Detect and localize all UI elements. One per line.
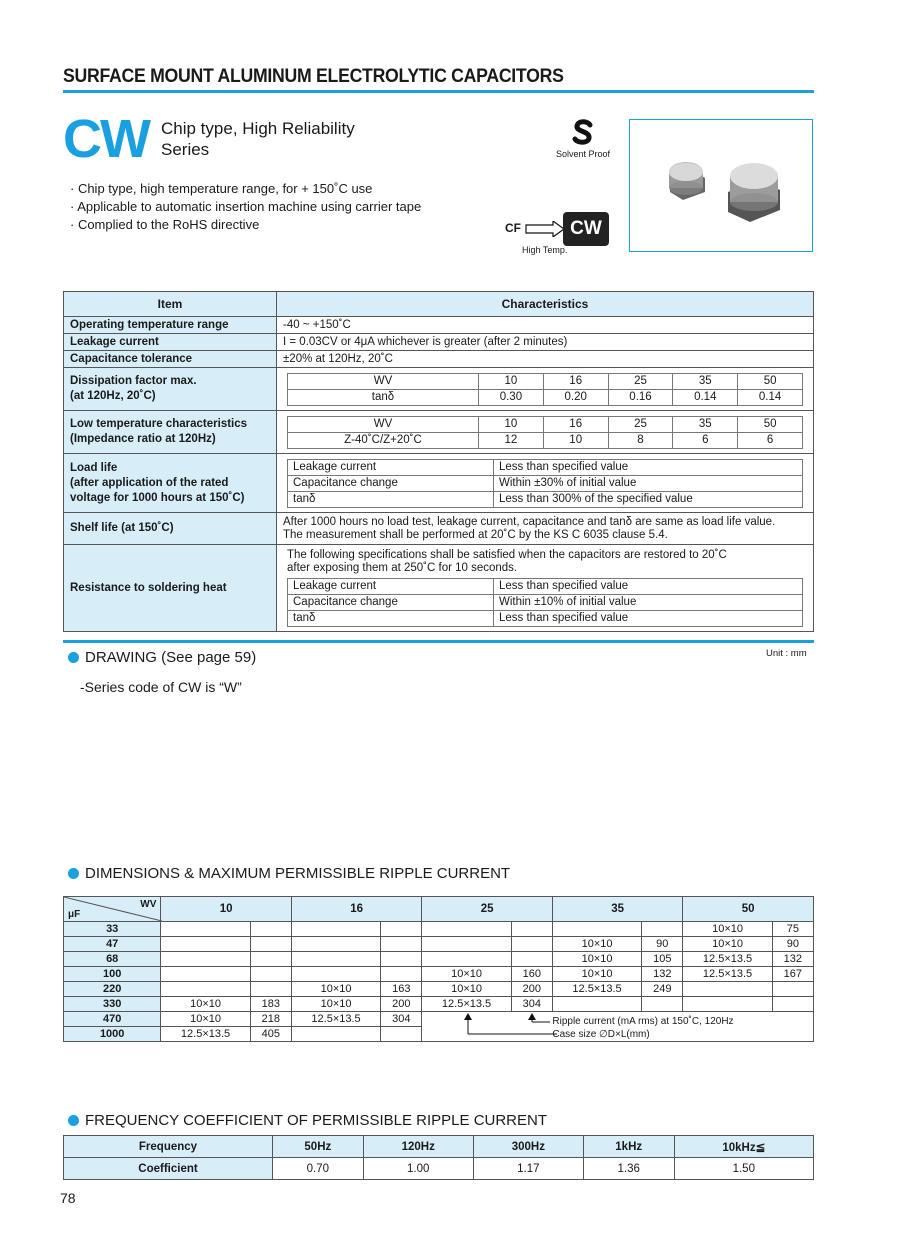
ripple-cell: 75 — [772, 922, 813, 937]
dimensions-table — [63, 896, 814, 1042]
bullet-icon — [68, 652, 79, 663]
row-label-line: (Impedance ratio at 120Hz) — [70, 433, 216, 445]
wv-cell: 10 — [479, 416, 544, 432]
spec-value: Less than specified value — [494, 579, 803, 595]
z-cell: 12 — [479, 432, 544, 448]
row-label-line: (at 120Hz, 20˚C) — [70, 390, 156, 402]
table-row — [64, 937, 814, 952]
size-cell: 10×10 — [161, 1012, 250, 1027]
ripple-cell: 200 — [511, 982, 552, 997]
wv-corner-label: WV — [140, 899, 157, 910]
solder-text: after exposing them at 250˚C for 10 seconds. — [287, 562, 518, 574]
ripple-cell — [642, 922, 683, 937]
col-header-item: Item — [64, 292, 277, 317]
ripple-cell: 160 — [511, 967, 552, 982]
table-row — [64, 982, 814, 997]
row-value: I = 0.03CV or 4μA whichever is greater (after 2 minutes) — [277, 334, 814, 351]
ripple-cell: 249 — [642, 982, 683, 997]
size-cell: 12.5×13.5 — [422, 997, 511, 1012]
size-cell — [291, 967, 380, 982]
wv-cell: 10 — [479, 373, 544, 389]
z-cell: 8 — [608, 432, 673, 448]
ripple-cell: 183 — [250, 997, 291, 1012]
row-label: Shelf life (at 150˚C) — [64, 513, 277, 545]
size-cell — [291, 952, 380, 967]
wv-cell: 50 — [738, 373, 803, 389]
table-row — [64, 1012, 814, 1027]
unit-label: Unit : mm — [766, 648, 807, 659]
ripple-cell — [511, 922, 552, 937]
row-label-line: voltage for 1000 hours at 150˚C) — [70, 491, 245, 504]
ripple-cell — [381, 952, 422, 967]
drawing-title: DRAWING — [85, 649, 157, 666]
z-cell: 6 — [673, 432, 738, 448]
ripple-cell — [772, 982, 813, 997]
size-cell: 10×10 — [683, 937, 772, 952]
uf-cell: 1000 — [64, 1027, 161, 1042]
size-cell — [291, 937, 380, 952]
header-divider — [63, 90, 814, 93]
section-divider — [63, 640, 814, 643]
freq-cell: 50Hz — [273, 1136, 364, 1158]
frequency-table — [63, 1135, 814, 1180]
size-cell: 12.5×13.5 — [552, 982, 641, 997]
product-photo — [629, 119, 813, 252]
ripple-cell — [381, 967, 422, 982]
size-cell — [683, 997, 772, 1012]
wv-cell: 25 — [608, 373, 673, 389]
spec-key: tanδ — [288, 491, 494, 507]
solvent-proof-label: Solvent Proof — [555, 149, 611, 159]
spec-key: Capacitance change — [288, 475, 494, 491]
spec-value: Less than specified value — [494, 459, 803, 475]
row-label-line: Low temperature characteristics — [70, 418, 248, 430]
size-cell: 10×10 — [291, 982, 380, 997]
spec-value: Less than 300% of the specified value — [494, 491, 803, 507]
row-label: Operating temperature range — [64, 317, 277, 334]
to-series-badge: CW — [563, 212, 609, 246]
ripple-cell — [250, 922, 291, 937]
size-cell — [291, 1027, 380, 1042]
size-cell — [683, 982, 772, 997]
feature-item: · Chip type, high temperature range, for + 150˚C use — [70, 181, 373, 196]
ripple-cell: 200 — [381, 997, 422, 1012]
tan-cell: 0.14 — [673, 389, 738, 405]
legend-cell — [422, 1012, 814, 1042]
size-cell: 12.5×13.5 — [683, 952, 772, 967]
coef-cell: 1.50 — [674, 1158, 813, 1180]
coef-cell: 0.70 — [273, 1158, 364, 1180]
size-cell: 10×10 — [552, 967, 641, 982]
corner-header — [64, 897, 161, 922]
ripple-cell: 90 — [642, 937, 683, 952]
ripple-cell — [772, 997, 813, 1012]
spec-value: Within ±30% of initial value — [494, 475, 803, 491]
ripple-cell: 218 — [250, 1012, 291, 1027]
freq-cell: 300Hz — [473, 1136, 583, 1158]
size-cell — [161, 982, 250, 997]
tan-cell: 0.30 — [479, 389, 544, 405]
wv-cell: 35 — [673, 373, 738, 389]
uf-cell: 220 — [64, 982, 161, 997]
ripple-cell: 90 — [772, 937, 813, 952]
row-label — [64, 454, 277, 513]
size-cell: 10×10 — [291, 997, 380, 1012]
table-row — [64, 922, 814, 937]
wv-header: 50 — [683, 897, 814, 922]
dimensions-heading — [68, 865, 510, 882]
coef-cell: 1.36 — [583, 1158, 674, 1180]
ripple-cell — [250, 982, 291, 997]
high-temp-label: High Temp. — [522, 245, 568, 255]
solder-subtable — [287, 578, 803, 627]
wv-header: 10 — [161, 897, 292, 922]
uf-cell: 68 — [64, 952, 161, 967]
z-label: Z-40˚C/Z+20˚C — [288, 432, 479, 448]
frequency-heading — [68, 1112, 547, 1129]
size-cell — [422, 922, 511, 937]
ripple-cell — [381, 1027, 422, 1042]
ripple-cell: 304 — [511, 997, 552, 1012]
solvent-proof-badge — [548, 117, 618, 159]
size-cell: 10×10 — [422, 967, 511, 982]
wv-cell: 35 — [673, 416, 738, 432]
spec-key: Leakage current — [288, 579, 494, 595]
wv-cell: 16 — [543, 373, 608, 389]
shelf-text: After 1000 hours no load test, leakage current, capacitance and tanδ are same as load life value. — [283, 515, 776, 528]
series-name-line1: Chip type, High Reliability — [161, 119, 355, 138]
feature-item: · Complied to the RoHS directive — [70, 217, 260, 232]
series-code-note: -Series code of CW is “W” — [80, 679, 242, 695]
ripple-cell: 132 — [772, 952, 813, 967]
bullet-icon — [68, 868, 79, 879]
ripple-cell: 304 — [381, 1012, 422, 1027]
row-label: Leakage current — [64, 334, 277, 351]
size-cell: 12.5×13.5 — [683, 967, 772, 982]
ripple-cell: 405 — [250, 1027, 291, 1042]
coef-row-label: Coefficient — [64, 1158, 273, 1180]
size-cell — [291, 922, 380, 937]
row-label-line: Dissipation factor max. — [70, 375, 197, 387]
uf-cell: 100 — [64, 967, 161, 982]
table-row — [64, 967, 814, 982]
legend-arrows — [432, 1012, 562, 1042]
size-cell — [552, 922, 641, 937]
solder-text: The following specifications shall be satisfied when the capacitors are restored to 20˚C — [287, 549, 727, 561]
uf-cell: 47 — [64, 937, 161, 952]
freq-cell: 10kHz≦ — [674, 1136, 813, 1158]
series-name — [161, 118, 355, 160]
ripple-cell — [381, 937, 422, 952]
size-cell: 10×10 — [552, 952, 641, 967]
wv-label: WV — [288, 373, 479, 389]
spec-value: Within ±10% of initial value — [494, 595, 803, 611]
upgrade-badge — [505, 212, 615, 260]
wv-cell: 50 — [738, 416, 803, 432]
wv-header: 25 — [422, 897, 553, 922]
tan-label: tanδ — [288, 389, 479, 405]
legend-case: Case size ∅D×L(mm) — [552, 1029, 650, 1040]
coef-cell: 1.17 — [473, 1158, 583, 1180]
row-label — [64, 411, 277, 454]
spec-key: Leakage current — [288, 459, 494, 475]
freq-row-label: Frequency — [64, 1136, 273, 1158]
ripple-cell — [250, 952, 291, 967]
feature-item: · Applicable to automatic insertion machine using carrier tape — [70, 199, 422, 214]
tan-cell: 0.14 — [738, 389, 803, 405]
spec-key: tanδ — [288, 611, 494, 627]
uf-cell: 330 — [64, 997, 161, 1012]
tan-cell: 0.20 — [543, 389, 608, 405]
series-name-line2: Series — [161, 140, 210, 159]
size-cell — [161, 952, 250, 967]
drawing-ref: (See page 59) — [161, 649, 257, 666]
size-cell — [552, 997, 641, 1012]
size-cell: 12.5×13.5 — [161, 1027, 250, 1042]
wv-header: 16 — [291, 897, 422, 922]
uf-cell: 33 — [64, 922, 161, 937]
dissipation-subtable — [287, 373, 803, 406]
size-cell — [161, 967, 250, 982]
col-header-characteristics: Characteristics — [277, 292, 814, 317]
row-label-line: (after application of the rated — [70, 476, 229, 489]
legend-ripple: Ripple current (mA rms) at 150˚C, 120Hz — [552, 1016, 734, 1027]
ripple-cell — [250, 937, 291, 952]
size-cell — [422, 937, 511, 952]
page-number: 78 — [60, 1190, 76, 1206]
series-code: CW — [63, 109, 149, 169]
wv-header: 35 — [552, 897, 683, 922]
z-cell: 6 — [738, 432, 803, 448]
spec-key: Capacitance change — [288, 595, 494, 611]
frequency-title: FREQUENCY COEFFICIENT OF PERMISSIBLE RIPPLE CURRENT — [85, 1112, 548, 1129]
size-cell: 10×10 — [422, 982, 511, 997]
ripple-cell: 167 — [772, 967, 813, 982]
row-value: -40 ~ +150˚C — [277, 317, 814, 334]
ripple-cell — [642, 997, 683, 1012]
ripple-cell — [511, 937, 552, 952]
size-cell: 10×10 — [161, 997, 250, 1012]
capacitor-image — [630, 120, 811, 250]
solvent-proof-icon — [568, 117, 598, 147]
lowtemp-subtable — [287, 416, 803, 449]
row-label — [64, 368, 277, 411]
dimensions-title: DIMENSIONS & MAXIMUM PERMISSIBLE RIPPLE CURRENT — [85, 865, 511, 882]
coef-cell: 1.00 — [363, 1158, 473, 1180]
tan-cell: 0.16 — [608, 389, 673, 405]
wv-label: WV — [288, 416, 479, 432]
bullet-icon — [68, 1115, 79, 1126]
spec-value: Less than specified value — [494, 611, 803, 627]
size-cell — [161, 922, 250, 937]
uf-corner-label: μF — [68, 909, 81, 920]
ripple-cell: 163 — [381, 982, 422, 997]
arrow-right-icon — [525, 221, 565, 237]
freq-cell: 120Hz — [363, 1136, 473, 1158]
ripple-cell: 132 — [642, 967, 683, 982]
page-title: SURFACE MOUNT ALUMINUM ELECTROLYTIC CAPACITORS — [63, 66, 564, 87]
size-cell: 12.5×13.5 — [291, 1012, 380, 1027]
row-label: Resistance to soldering heat — [64, 545, 277, 632]
characteristics-table — [63, 291, 814, 632]
row-label: Capacitance tolerance — [64, 351, 277, 368]
uf-cell: 470 — [64, 1012, 161, 1027]
loadlife-subtable — [287, 459, 803, 508]
z-cell: 10 — [543, 432, 608, 448]
table-row — [64, 997, 814, 1012]
feature-list — [70, 180, 421, 234]
ripple-cell — [381, 922, 422, 937]
size-cell — [161, 937, 250, 952]
drawing-heading — [68, 649, 256, 666]
size-cell: 10×10 — [683, 922, 772, 937]
ripple-cell: 105 — [642, 952, 683, 967]
row-value — [277, 513, 814, 545]
wv-cell: 25 — [608, 416, 673, 432]
size-cell — [422, 952, 511, 967]
wv-cell: 16 — [543, 416, 608, 432]
ripple-cell — [250, 967, 291, 982]
freq-cell: 1kHz — [583, 1136, 674, 1158]
from-series: CF — [505, 221, 521, 235]
table-row — [64, 952, 814, 967]
row-label-line: Load life — [70, 461, 118, 474]
size-cell: 10×10 — [552, 937, 641, 952]
row-value: ±20% at 120Hz, 20˚C — [277, 351, 814, 368]
ripple-cell — [511, 952, 552, 967]
shelf-text: The measurement shall be performed at 20˚C by the KS C 6035 clause 5.4. — [283, 528, 668, 541]
